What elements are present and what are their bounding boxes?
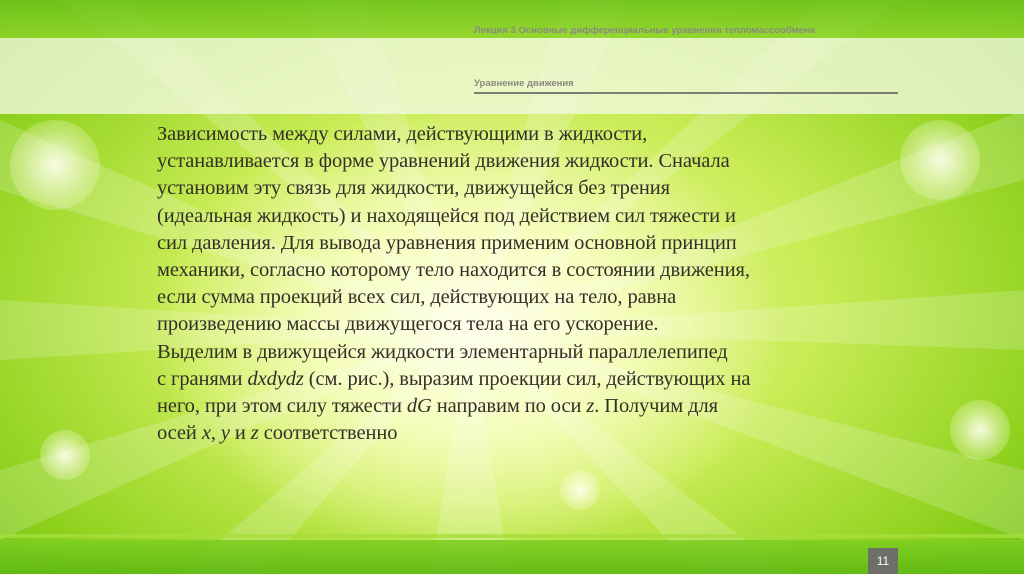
header-panel (0, 38, 1024, 114)
text-line: (идеальная жидкость) и находящейся под действием сил тяжести и (157, 204, 736, 227)
text-line: установим эту связь для жидкости, движущейся без трения (157, 177, 670, 200)
body-text (157, 121, 877, 447)
text-line: если сумма проекций всех сил, действующих на тело, равна (157, 286, 677, 309)
page-number-badge: 11 (868, 548, 898, 574)
text-line (157, 420, 877, 447)
light-orb (950, 400, 1010, 460)
lecture-title: Лекция 3 Основные дифференциальные уравнения тепломассообмена (474, 25, 815, 36)
bottom-band-line (0, 534, 1024, 538)
text-line: устанавливается в форме уравнений движения жидкости. Сначала (157, 150, 730, 173)
light-orb (10, 120, 100, 210)
light-orb (560, 470, 600, 510)
text-fragment: . Получим для (594, 395, 718, 418)
math-variable: y (220, 422, 230, 445)
text-fragment: осей (157, 422, 202, 445)
math-variable: z (250, 422, 259, 445)
math-variable: dG (406, 395, 432, 418)
text-fragment: и (229, 422, 251, 445)
text-fragment: направим по оси (431, 395, 587, 418)
light-orb (900, 120, 980, 200)
header-divider (474, 92, 898, 94)
math-variable: dxdydz (247, 367, 304, 390)
math-variable: z (586, 395, 595, 418)
text-fragment: него, при этом силу тяжести (157, 395, 407, 418)
text-line: произведению массы движущегося тела на его ускорение. (157, 313, 659, 336)
text-line (157, 366, 877, 393)
text-line: сил давления. Для вывода уравнения применим основной принцип (157, 231, 737, 254)
text-line: механики, согласно которому тело находится в состоянии движения, (157, 259, 750, 282)
text-fragment: , (210, 422, 221, 445)
light-orb (40, 430, 90, 480)
text-fragment: соответственно (258, 422, 398, 445)
text-line: Зависимость между силами, действующими в жидкости, (157, 123, 648, 145)
text-line (157, 393, 877, 420)
math-variable: x (201, 422, 211, 445)
text-fragment: с гранями (157, 367, 248, 390)
text-line: Выделим в движущейся жидкости элементарный параллелепипед (157, 340, 728, 363)
text-fragment: (см. рис.), выразим проекции сил, действующих на (303, 367, 751, 390)
section-title: Уравнение движения (474, 78, 574, 89)
